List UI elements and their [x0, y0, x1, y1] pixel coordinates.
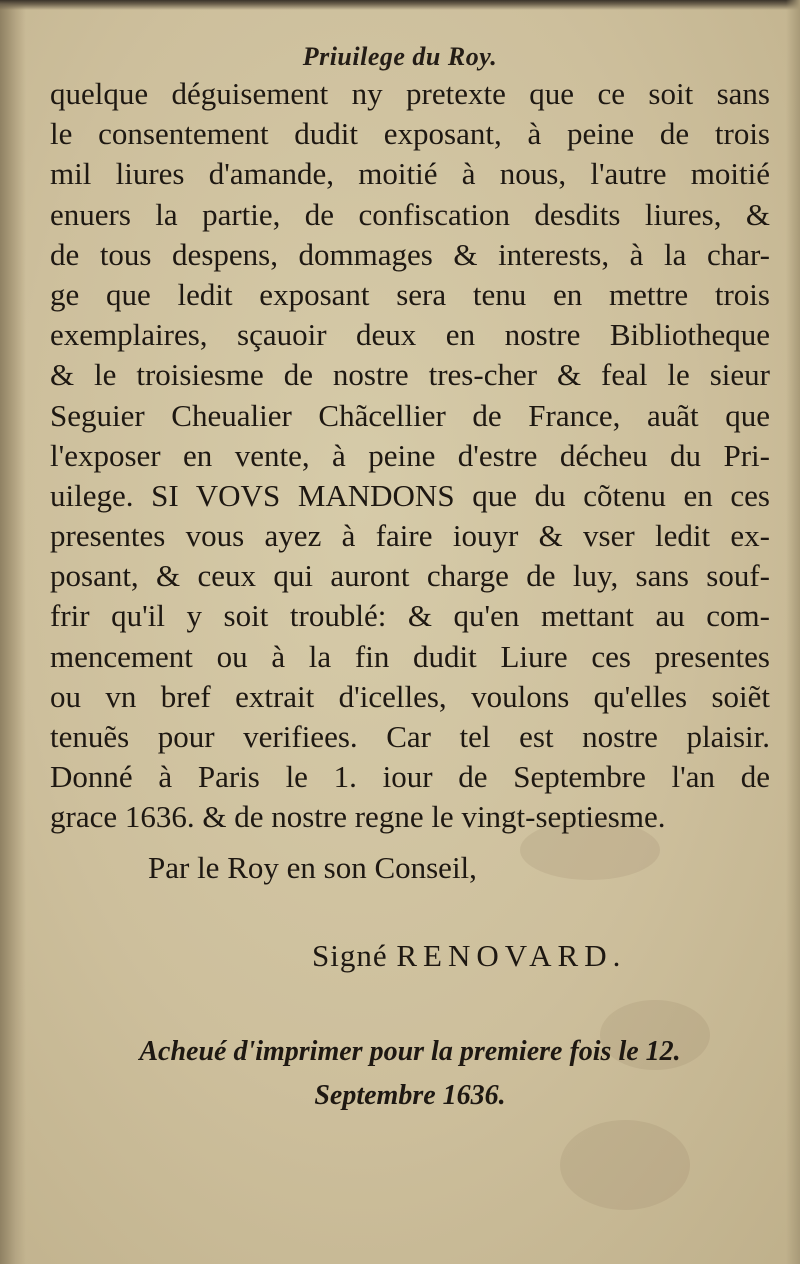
paper-stain	[560, 1120, 690, 1210]
text-line: presentes vous ayez à faire iouyr & vser ledit ex-	[50, 518, 770, 554]
top-edge	[0, 0, 800, 10]
text-line: de tous despens, dommages & interests, à la char-	[50, 236, 770, 272]
text-line: quelque déguisement ny pretexte que ce soit sans	[50, 76, 770, 111]
gutter-shadow	[0, 0, 26, 1264]
text-line: & le troisiesme de nostre tres-cher & feal le sieur	[50, 357, 770, 393]
text-line: posant, & ceux qui auront charge de luy, sans souf-	[50, 558, 770, 594]
right-edge	[786, 0, 800, 1264]
signer-name: RENOVARD.	[396, 938, 627, 973]
text-line: grace 1636. & de nostre regne le vingt-septiesme.	[50, 799, 666, 835]
text-line: Seguier Cheualier Chãcellier de France, auãt que	[50, 397, 770, 433]
colophon-line: Acheué d'imprimer pour la premiere fois le 12.	[139, 1036, 681, 1067]
text-line: tenuẽs pour verifiees. Car tel est nostre plaisir.	[50, 719, 770, 754]
text-line: enuers la partie, de confiscation desdits liures, &	[50, 196, 770, 232]
text-line: frir qu'il y soit troublé: & qu'en mettant au com-	[50, 598, 770, 634]
text-line: l'exposer en vente, à peine d'estre décheu du Pri-	[50, 437, 770, 473]
text-line: exemplaires, sçauoir deux en nostre Bibliotheque	[50, 317, 770, 353]
signature-line	[312, 938, 626, 974]
text-line: Donné à Paris le 1. iour de Septembre l'an de	[50, 759, 770, 795]
colophon	[100, 1030, 720, 1118]
text-line: le consentement dudit exposant, à peine de trois	[50, 116, 770, 152]
text-line: ge que ledit exposant sera tenu en mettre trois	[50, 276, 770, 312]
text-line: ou vn bref extrait d'icelles, voulons qu'elles soiẽt	[50, 678, 770, 714]
text-line: mil liures d'amande, moitié à nous, l'autre moitié	[50, 156, 770, 192]
colophon-line: Septembre 1636.	[314, 1080, 506, 1111]
council-line: Par le Roy en son Conseil,	[148, 850, 477, 885]
text-line: uilege. SI VOVS MANDONS que du cõtenu en ces	[50, 477, 770, 513]
text-line: mencement ou à la fin dudit Liure ces presentes	[50, 638, 770, 674]
signed-prefix: Signé	[312, 938, 388, 973]
running-head: Priuilege du Roy.	[302, 42, 498, 71]
privilege-text	[50, 74, 770, 838]
